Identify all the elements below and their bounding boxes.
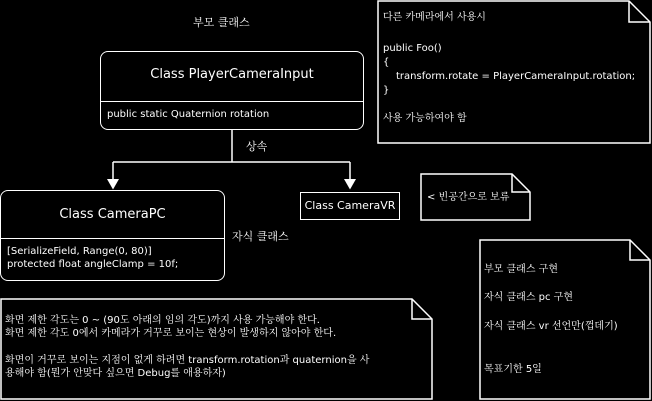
angle-clamp-attribute: protected float angleClamp = 10f; (7, 259, 179, 270)
camera-vr-title: Class CameraVR (304, 199, 396, 212)
angle-note-line: 화면 제한 각도 0에서 카메라가 거꾸로 보이는 현상이 발생하지 않아야 한다. (5, 328, 337, 339)
schedule-note-line: 자식 클래스 vr 선언만(껍데기) (484, 321, 618, 332)
schedule-note-line: 목표기한 5일 (484, 364, 542, 375)
rotation-attribute: public static Quaternion rotation (107, 109, 270, 120)
angle-note[interactable] (0, 298, 434, 401)
empty-space-note-text: < 빈공간으로 보류 (427, 192, 510, 203)
class-divider (101, 101, 363, 102)
angle-note-line: 용해야 함(뭔가 안맞다 싶으면 Debug를 애용하자) (5, 368, 226, 379)
camera-pc-title: Class CameraPC (59, 207, 166, 222)
usage-note-line: 사용 가능하여야 함 (383, 113, 467, 124)
empty-space-note[interactable] (420, 173, 532, 222)
usage-note-line: 다른 카메라에서 사용시 (383, 12, 486, 23)
inheritance-label: 상속 (246, 140, 268, 153)
angle-note-line: 화면이 거꾸로 보이는 지점이 없게 하려면 transform.rotation과 quaternion을 사 (5, 355, 370, 366)
player-camera-input-title: Class PlayerCameraInput (150, 67, 314, 82)
camera-vr-class[interactable] (300, 192, 400, 220)
usage-note[interactable] (377, 0, 652, 145)
player-camera-input-class[interactable] (100, 51, 364, 130)
camera-pc-class[interactable] (0, 190, 225, 281)
schedule-note-line: 자식 클래스 pc 구현 (484, 292, 574, 303)
class-divider (1, 238, 224, 239)
schedule-note[interactable] (479, 239, 652, 401)
usage-note-line: } (383, 85, 390, 96)
inheritance-connector (113, 130, 350, 188)
usage-note-line: public Foo() (383, 43, 442, 54)
parent-class-label: 부모 클래스 (193, 16, 250, 29)
angle-note-line: 화면 제한 각도는 0 ~ (90도 아래의 임의 각도)까지 사용 가능해야 한다. (5, 315, 320, 326)
usage-note-line: transform.rotate = PlayerCameraInput.rotation; (396, 71, 636, 82)
schedule-note-line: 부모 클래스 구현 (484, 264, 558, 275)
usage-note-line: { (383, 57, 390, 68)
child-class-label: 자식 클래스 (232, 230, 289, 243)
serialize-field-attribute: [SerializeField, Range(0, 80)] (7, 246, 152, 257)
